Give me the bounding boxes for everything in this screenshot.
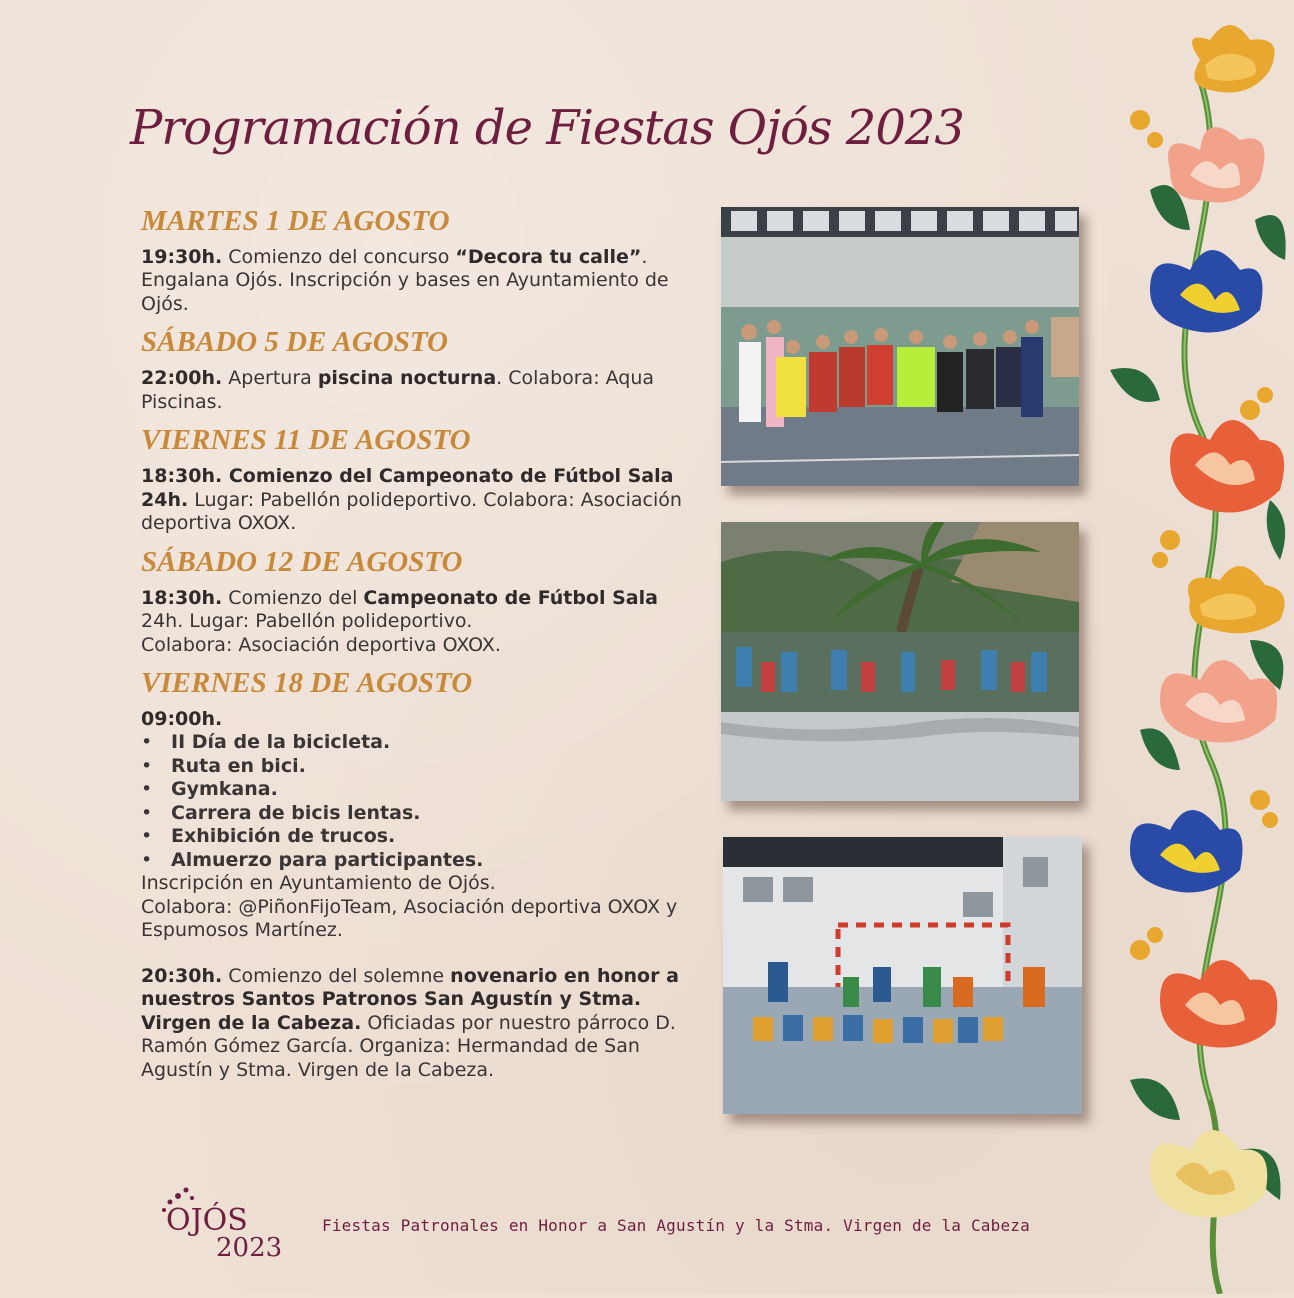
event-time: 22:00h. bbox=[141, 367, 223, 390]
photo-bicycle-day bbox=[721, 522, 1079, 801]
list-item-text: II Día de la bicicleta. bbox=[171, 731, 391, 754]
list-item-text: Ruta en bici. bbox=[171, 754, 306, 777]
event-description-4 bbox=[141, 587, 701, 658]
floral-border-decoration bbox=[1090, 0, 1294, 1294]
event-day-4: SÁBADO 12 DE AGOSTO bbox=[141, 545, 463, 578]
event-description-1 bbox=[141, 246, 701, 317]
bullet: • bbox=[141, 801, 153, 824]
event-text-bold: “Decora tu calle” bbox=[455, 245, 642, 268]
event-text-segment: Oficiadas por nuestro párroco D. Ramón Gómez García. Organiza: Hermandad de San Agustín y Stma. Virgen de la Cabeza. bbox=[141, 1011, 676, 1081]
page-title: Programación de Fiestas Ojós 2023 bbox=[130, 100, 964, 156]
event-text-segment: . Colabora: Aqua Piscinas. bbox=[141, 367, 655, 413]
list-item bbox=[141, 849, 701, 873]
footer-caption: Fiestas Patronales en Honor a San Agustín y la Stma. Virgen de la Cabeza bbox=[322, 1216, 1030, 1235]
bullet: • bbox=[141, 848, 153, 871]
event-text-bold: Campeonato de Fútbol Sala bbox=[363, 586, 658, 609]
event-day-3: VIERNES 11 DE AGOSTO bbox=[141, 424, 471, 457]
event-text-bold: 18:30h. Comienzo del Campeonato de Fútbol Sala 24h. bbox=[141, 465, 674, 511]
list-item-text: Exhibición de trucos. bbox=[171, 825, 396, 848]
list-item-text: Gymkana. bbox=[171, 778, 278, 801]
photo-children-group bbox=[723, 837, 1082, 1114]
events-list bbox=[141, 206, 701, 1093]
list-item-text: Carrera de bicis lentas. bbox=[171, 801, 421, 824]
list-item bbox=[141, 755, 701, 779]
ojos-2023-logo bbox=[158, 1184, 288, 1264]
event-day-2: SÁBADO 5 DE AGOSTO bbox=[141, 326, 448, 359]
event-text-segment: 24h. Lugar: Pabellón polideportivo. bbox=[141, 610, 473, 633]
event-text-segment: Lugar: Pabellón polideportivo. Colabora: Asociación deportiva OXOX. bbox=[141, 488, 682, 535]
event-day-1: MARTES 1 DE AGOSTO bbox=[141, 205, 450, 237]
event-description-2 bbox=[141, 367, 701, 414]
event-description-5 bbox=[141, 708, 701, 1083]
event-text-segment: Comienzo del solemne bbox=[222, 964, 451, 987]
logo-year: 2023 bbox=[216, 1233, 283, 1263]
event-time: 20:30h. bbox=[141, 964, 223, 987]
event-time: 18:30h. bbox=[141, 586, 223, 609]
bullet: • bbox=[141, 778, 153, 801]
list-item-text: Almuerzo para participantes. bbox=[171, 848, 484, 871]
event-text-segment: Comienzo del concurso bbox=[222, 245, 456, 268]
event-day-5: VIERNES 18 DE AGOSTO bbox=[141, 667, 473, 700]
bullet: • bbox=[141, 825, 153, 848]
registration-note: Inscripción en Ayuntamiento de Ojós. bbox=[141, 872, 496, 895]
event-time: 09:00h. bbox=[141, 707, 223, 730]
event-text-segment: Colabora: Asociación deportiva OXOX. bbox=[141, 633, 501, 656]
activity-list bbox=[141, 731, 701, 872]
photo-futsal-team bbox=[721, 207, 1079, 486]
list-item bbox=[141, 778, 701, 802]
novenario-description bbox=[141, 965, 701, 1083]
list-item bbox=[141, 802, 701, 826]
event-text-segment: Apertura bbox=[222, 367, 318, 390]
event-text-segment: Comienzo del bbox=[222, 586, 364, 609]
bullet: • bbox=[141, 754, 153, 777]
collaborators-note: Colabora: @PiñonFijoTeam, Asociación deportiva OXOX y Espumosos Martínez. bbox=[141, 895, 678, 942]
bullet: • bbox=[141, 731, 153, 754]
event-text-segment: . Engalana Ojós. Inscripción y bases en Ayuntamiento de Ojós. bbox=[141, 245, 669, 315]
event-description-3 bbox=[141, 465, 701, 536]
logo-name: OJÓS bbox=[166, 1203, 248, 1238]
list-item bbox=[141, 731, 701, 755]
event-text-bold: piscina nocturna bbox=[317, 367, 497, 390]
event-time: 19:30h. bbox=[141, 245, 223, 268]
event-text-bold: novenario en honor a nuestros Santos Patronos San Agustín y Stma. Virgen de la Cabeza. bbox=[141, 964, 679, 1034]
list-item bbox=[141, 825, 701, 849]
